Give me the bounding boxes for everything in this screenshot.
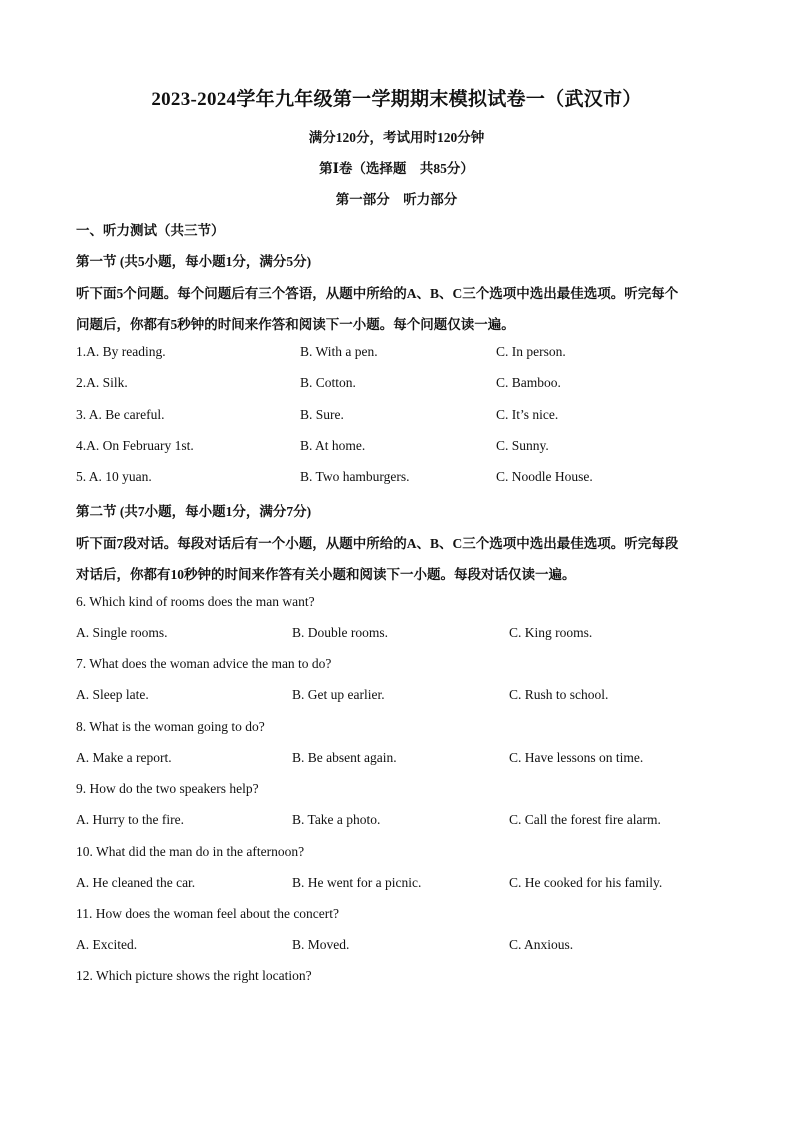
section1-instruction-2: 问题后，你都有5秒钟的时间来作答和阅读下一小题。每个问题仅读一遍。 [76,317,515,332]
option-b: B. With a pen. [300,344,378,359]
option-c: C. Noodle House. [496,469,593,484]
option-a: A. Sleep late. [76,687,149,702]
option-a: A. Single rooms. [76,625,168,640]
option-c: C. King rooms. [509,625,593,640]
option-a: 3. A. Be careful. [76,407,165,422]
option-b: B. Two hamburgers. [300,469,410,484]
question-text: 6. Which kind of rooms does the man want? [76,594,315,609]
score-info: 满分120分，考试用时120分钟 [308,130,485,145]
option-b: B. Take a photo. [292,812,381,827]
option-c: C. Sunny. [496,438,549,453]
option-a: A. Make a report. [76,750,172,765]
section1-instruction-1: 听下面5个问题。每个问题后有三个答语，从题中所给的A、B、C三个选项中选出最佳选项。听完每个 [76,286,679,301]
question-text: 8. What is the woman going to do? [76,719,265,734]
option-b: B. Cotton. [300,375,356,390]
part-heading: 第一部分 听力部分 [335,192,458,207]
option-b: B. Double rooms. [292,625,388,640]
option-a: 1.A. By reading. [76,344,166,359]
option-c: C. Rush to school. [509,687,609,702]
option-a: A. Hurry to the fire. [76,812,184,827]
option-c: C. He cooked for his family. [509,875,663,890]
option-a: 4.A. On February 1st. [76,438,194,453]
option-b: B. Sure. [300,407,344,422]
section2-instruction-2: 对话后，你都有10秒钟的时间来作答有关小题和阅读下一小题。每段对话仅读一遍。 [76,567,576,582]
option-c: C. Anxious. [509,937,574,952]
option-c: C. Have lessons on time. [509,750,644,765]
option-b: B. Moved. [292,937,350,952]
option-c: C. It’s nice. [496,407,559,422]
option-a: A. He cleaned the car. [76,875,196,890]
option-a: 5. A. 10 yuan. [76,469,152,484]
section2-heading: 第二节 (共7小题，每小题1分，满分7分) [76,504,312,519]
question-text: 9. How do the two speakers help? [76,781,259,796]
option-b: B. Get up earlier. [292,687,385,702]
section-heading: 一、听力测试（共三节） [76,223,225,238]
exam-title: 2023-2024学年九年级第一学期期末模拟试卷一（武汉市） [151,89,642,110]
option-b: B. At home. [300,438,366,453]
section1-heading: 第一节 (共5小题，每小题1分，满分5分) [76,254,312,269]
option-c: C. Call the forest fire alarm. [509,812,661,827]
option-a: 2.A. Silk. [76,375,128,390]
option-b: B. Be absent again. [292,750,397,765]
option-b: B. He went for a picnic. [292,875,422,890]
question-text: 12. Which picture shows the right location? [76,968,312,983]
volume-heading: 第Ⅰ卷（选择题 共85分） [319,161,474,176]
section2-instruction-1: 听下面7段对话。每段对话后有一个小题，从题中所给的A、B、C三个选项中选出最佳选项。听完每段 [76,536,679,551]
option-a: A. Excited. [76,937,138,952]
question-text: 11. How does the woman feel about the concert? [76,906,340,921]
question-text: 10. What did the man do in the afternoon? [76,844,305,859]
option-c: C. Bamboo. [496,375,561,390]
option-c: C. In person. [496,344,566,359]
question-text: 7. What does the woman advice the man to do? [76,656,332,671]
